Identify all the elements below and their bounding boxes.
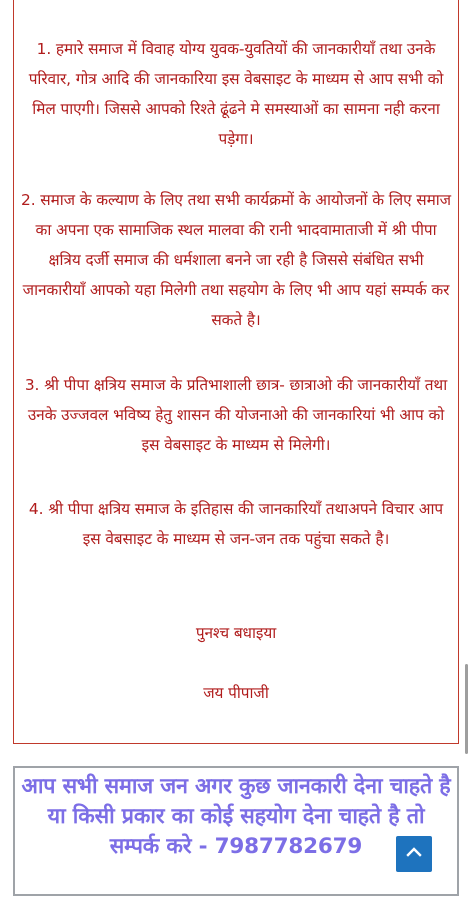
info-paragraph-1: 1. हमारे समाज में विवाह योग्य युवक-युवतियों की जानकारीयाँ तथा उनके परिवार, गोत्र आदि की जानकारिया इस वेबसाइट के माध्यम से आप सभी को मिल पाएगी। जिससे आपको रिश्ते ढूंढने मे समस्याओं का सामना नही करना पड़ेगा।: [28, 40, 444, 148]
info-paragraph-3: 3. श्री पीपा क्षत्रिय समाज के प्रतिभाशाली छात्र- छात्राओ की जानकारीयाँ तथा उनके उज्जवल भविष्य हेतु शासन की योजनाओ की जानकारियां भी आप को इस वेबसाइट के माध्यम से मिलेगी।: [24, 376, 448, 454]
scrollbar-thumb[interactable]: [465, 664, 468, 754]
info-paragraph-2: 2. समाज के कल्याण के लिए तथा सभी कार्यक्रमों के आयोजनों के लिए समाज का अपना एक सामाजिक स्थल मालवा की रानी भादवामाताजी में श्री पीपा क्षत्रिय दर्जी समाज की धर्मशाला बनने जा रही है जिससे संबंधित सभी जानकारीयाँ आपको यहा मिलेगी तथा सहयोग के लिए भी आप यहां सम्पर्क कर सकते है।: [21, 191, 451, 329]
chevron-up-icon: [404, 842, 424, 866]
greeting-text: पुनश्च बधाइया: [195, 624, 277, 642]
back-to-top-button[interactable]: [396, 836, 432, 872]
scrollbar-track[interactable]: [460, 0, 473, 900]
info-content-box: [13, 0, 459, 744]
contact-box: [13, 766, 459, 896]
closing-text: जय पीपाजी: [203, 684, 269, 702]
info-paragraph-4: 4. श्री पीपा क्षत्रिय समाज के इतिहास की जानकारियाँ तथाअपने विचार आप इस वेबसाइट के माध्यम से जन-जन तक पहुंचा सकते है।: [28, 500, 444, 548]
contact-text: आप सभी समाज जन अगर कुछ जानकारी देना चाहते है या किसी प्रकार का कोई सहयोग देना चाहते है तो सम्पर्क करे - 7987782679: [21, 774, 451, 859]
